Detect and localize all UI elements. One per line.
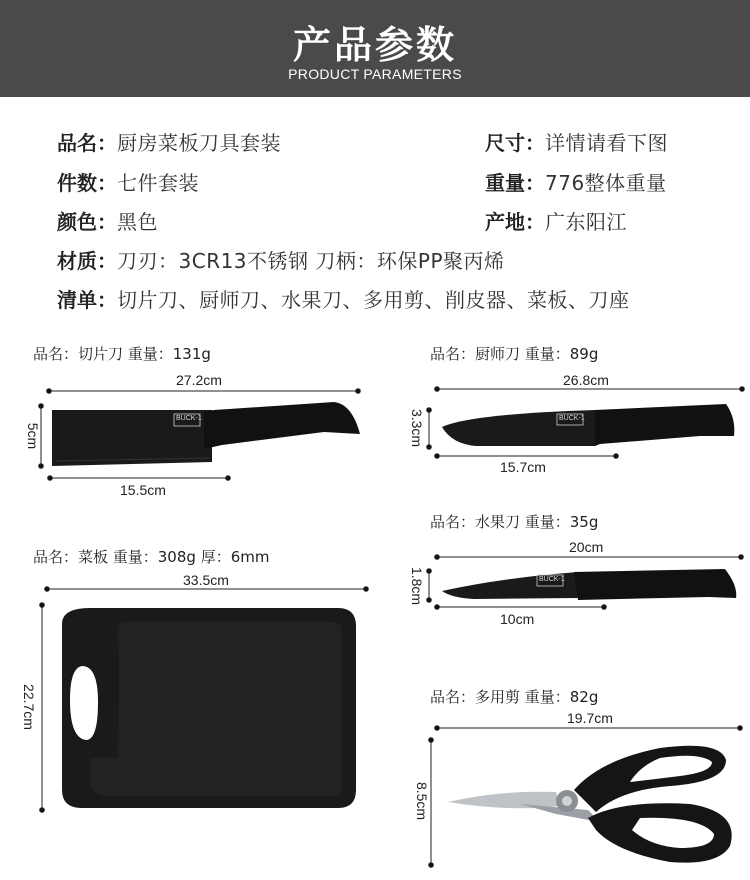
chef-height-label: 3.3cm (409, 408, 426, 448)
scissors-image (448, 746, 732, 863)
board-height-label: 22.7cm (20, 684, 37, 730)
cleaver-length-label: 27.2cm (176, 372, 222, 388)
cutting-board-image (62, 608, 356, 808)
spec-list-label: 清单： (57, 288, 117, 312)
scissors-length-label: 19.7cm (567, 710, 613, 726)
page-subtitle: PRODUCT PARAMETERS (288, 66, 462, 82)
spec-name-value: 厨房菜板刀具套装 (117, 131, 281, 155)
chef-caption: 品名：厨师刀 重量：89g (430, 345, 599, 363)
spec-count-value: 七件套装 (117, 171, 199, 195)
fruit-caption: 品名：水果刀 重量：35g (430, 513, 599, 531)
fruit-height-label: 1.8cm (409, 566, 426, 606)
cleaver-caption: 品名：切片刀 重量：131g (33, 345, 211, 363)
spec-weight-value: 776整体重量 (545, 171, 667, 195)
cleaver-blade-label: 15.5cm (120, 482, 166, 498)
chef-brand-mark: BUCK-1 (559, 415, 585, 422)
spec-name-label: 品名： (57, 131, 117, 155)
cleaver-height-label: 5cm (25, 422, 42, 450)
fruit-brand-mark: BUCK-1 (539, 576, 565, 583)
fruit-length-label: 20cm (569, 539, 604, 555)
spec-weight-label: 重量： (485, 171, 545, 195)
chef-blade-label: 15.7cm (500, 459, 546, 475)
scissors-height-label: 8.5cm (414, 781, 431, 821)
spec-material-value: 刀刃：3CR13不锈钢 刀柄：环保PP聚丙烯 (117, 249, 505, 273)
spec-size-label: 尺寸： (485, 131, 545, 155)
spec-origin-value: 广东阳江 (545, 210, 627, 234)
spec-color-value: 黑色 (117, 210, 158, 234)
cleaver-image (52, 402, 360, 466)
fruit-knife-image (442, 569, 736, 600)
page-title: 产品参数 (292, 23, 457, 67)
cleaver-brand-mark: BUCK-1 (176, 415, 202, 422)
chef-knife-image (442, 404, 734, 446)
chef-length-label: 26.8cm (563, 372, 609, 388)
board-caption: 品名：菜板 重量：308g 厚：6mm (33, 548, 270, 566)
spec-list-value: 切片刀、厨师刀、水果刀、多用剪、削皮器、菜板、刀座 (117, 288, 630, 312)
spec-material-label: 材质： (57, 249, 117, 273)
board-width-label: 33.5cm (183, 572, 229, 588)
spec-color-label: 颜色： (57, 210, 117, 234)
spec-count-label: 件数： (57, 171, 117, 195)
scissors-caption: 品名：多用剪 重量：82g (430, 688, 599, 706)
spec-origin-label: 产地： (485, 210, 545, 234)
spec-size-value: 详情请看下图 (545, 131, 668, 155)
fruit-blade-label: 10cm (500, 611, 535, 627)
